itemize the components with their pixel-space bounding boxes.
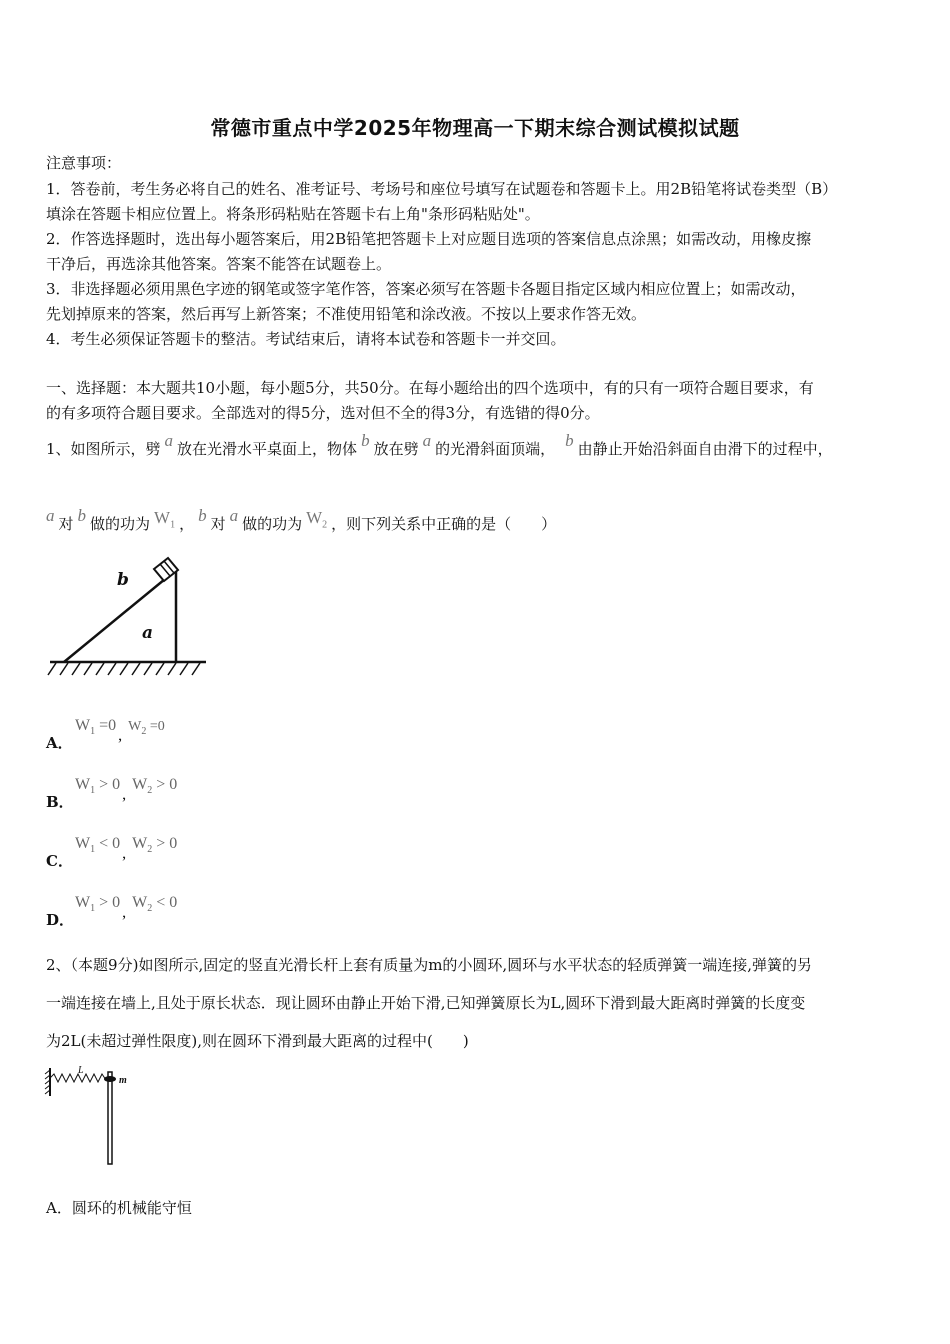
notes-line: 1．答卷前，考生务必将自己的姓名、准考证号、考场号和座位号填写在试题卷和答题卡上。用2B铅笔将试卷类型（B）: [46, 180, 838, 198]
math-var-a: a: [229, 506, 239, 525]
question-1-stem-2: a 对 b 做的功为 $W_1$ ， b 对 a 做的功为 $W_2$ ，则下列关系中正确的是（ ）: [46, 506, 557, 533]
ring-m: [104, 1076, 116, 1082]
option-d-letter: D．: [46, 911, 75, 929]
option-c-math: $W_1 < 0,W_2 > 0$: [75, 835, 178, 862]
notes-line: 填涂在答题卡相应位置上。将条形码粘贴在答题卡右上角"条形码粘贴处"。: [46, 205, 540, 223]
question-2-option-a: A．圆环的机械能守恒: [46, 1199, 192, 1217]
math-var-w2: $W_2$: [306, 508, 328, 531]
notes-line: 3．非选择题必须用黑色字迹的钢笔或签字笔作答，答案必须写在答题卡各题目指定区域内相应位置上；如需改动，: [46, 280, 806, 298]
option-b-math: $W_1 > 0,W_2 > 0$: [75, 776, 178, 803]
option-a-math: $W_1 =0,W_2 =0$: [75, 717, 165, 744]
option-c-letter: C．: [46, 852, 73, 870]
math-var-a: a: [422, 431, 432, 450]
notes-line: 干净后，再选涂其他答案。答案不能答在试题卷上。: [46, 255, 392, 273]
math-var-b: b: [361, 431, 370, 450]
ground-hatching: [48, 663, 200, 675]
option-b-letter: B．: [46, 793, 74, 811]
math-var-w1: $W_1$: [154, 508, 176, 531]
math-var-a: a: [164, 431, 174, 450]
math-var-b: b: [198, 506, 207, 525]
figure-label-m: m: [119, 1075, 127, 1086]
section-instructions: 的有多项符合题目要求。全部选对的得5分，选对但不全的得3分，有选错的得0分。: [46, 404, 600, 422]
question-1-stem: 1、如图所示，劈 a 放在光滑水平桌面上，物体 b 放在劈 a 的光滑斜面顶端， b 由静止开始沿斜面自由滑下的过程中，: [46, 431, 833, 458]
question-2-stem: 一端连接在墙上,且处于原长状态．现让圆环由静止开始下滑,已知弹簧原长为L,圆环下滑到最大距离时弹簧的长度变: [46, 994, 806, 1012]
wedge-block-figure: [44, 556, 214, 681]
question-2-stem: 2、（本题9分)如图所示,固定的竖直光滑长杆上套有质量为m的小圆环,圆环与水平状态的轻质弹簧一端连接,弹簧的另: [46, 956, 812, 974]
math-var-b: b: [565, 431, 574, 450]
math-var-b: b: [77, 506, 87, 525]
spring-ring-figure: [44, 1062, 144, 1166]
vertical-rod: [108, 1072, 112, 1164]
notes-line: 4．考生必须保证答题卡的整洁。考试结束后，请将本试卷和答题卡一并交回。: [46, 330, 566, 348]
block-b: [154, 558, 178, 581]
notes-line: 2．作答选择题时，选出每小题答案后，用2B铅笔把答题卡上对应题目选项的答案信息点涂黑；如需改动，用橡皮擦: [46, 230, 812, 248]
option-d-math: $W_1 > 0,W_2 < 0$: [75, 894, 178, 921]
page-title: 常德市重点中学2025年物理高一下期末综合测试模拟试题: [210, 116, 740, 140]
math-var-a: a: [46, 506, 55, 525]
figure-label-b: b: [117, 570, 129, 590]
figure-label-a: a: [142, 623, 154, 643]
notes-heading: 注意事项：: [46, 154, 122, 172]
question-2-stem: 为2L(未超过弹性限度),则在圆环下滑到最大距离的过程中( ): [46, 1032, 469, 1050]
section-instructions: 一、选择题：本大题共10小题，每小题5分，共50分。在每小题给出的四个选项中，有的只有一项符合题目要求，有: [46, 379, 814, 397]
notes-line: 先划掉原来的答案，然后再写上新答案；不准使用铅笔和涂改液。不按以上要求作答无效。: [46, 305, 647, 323]
option-a-letter: A．: [46, 734, 73, 752]
figure-label-L: L: [78, 1065, 84, 1076]
